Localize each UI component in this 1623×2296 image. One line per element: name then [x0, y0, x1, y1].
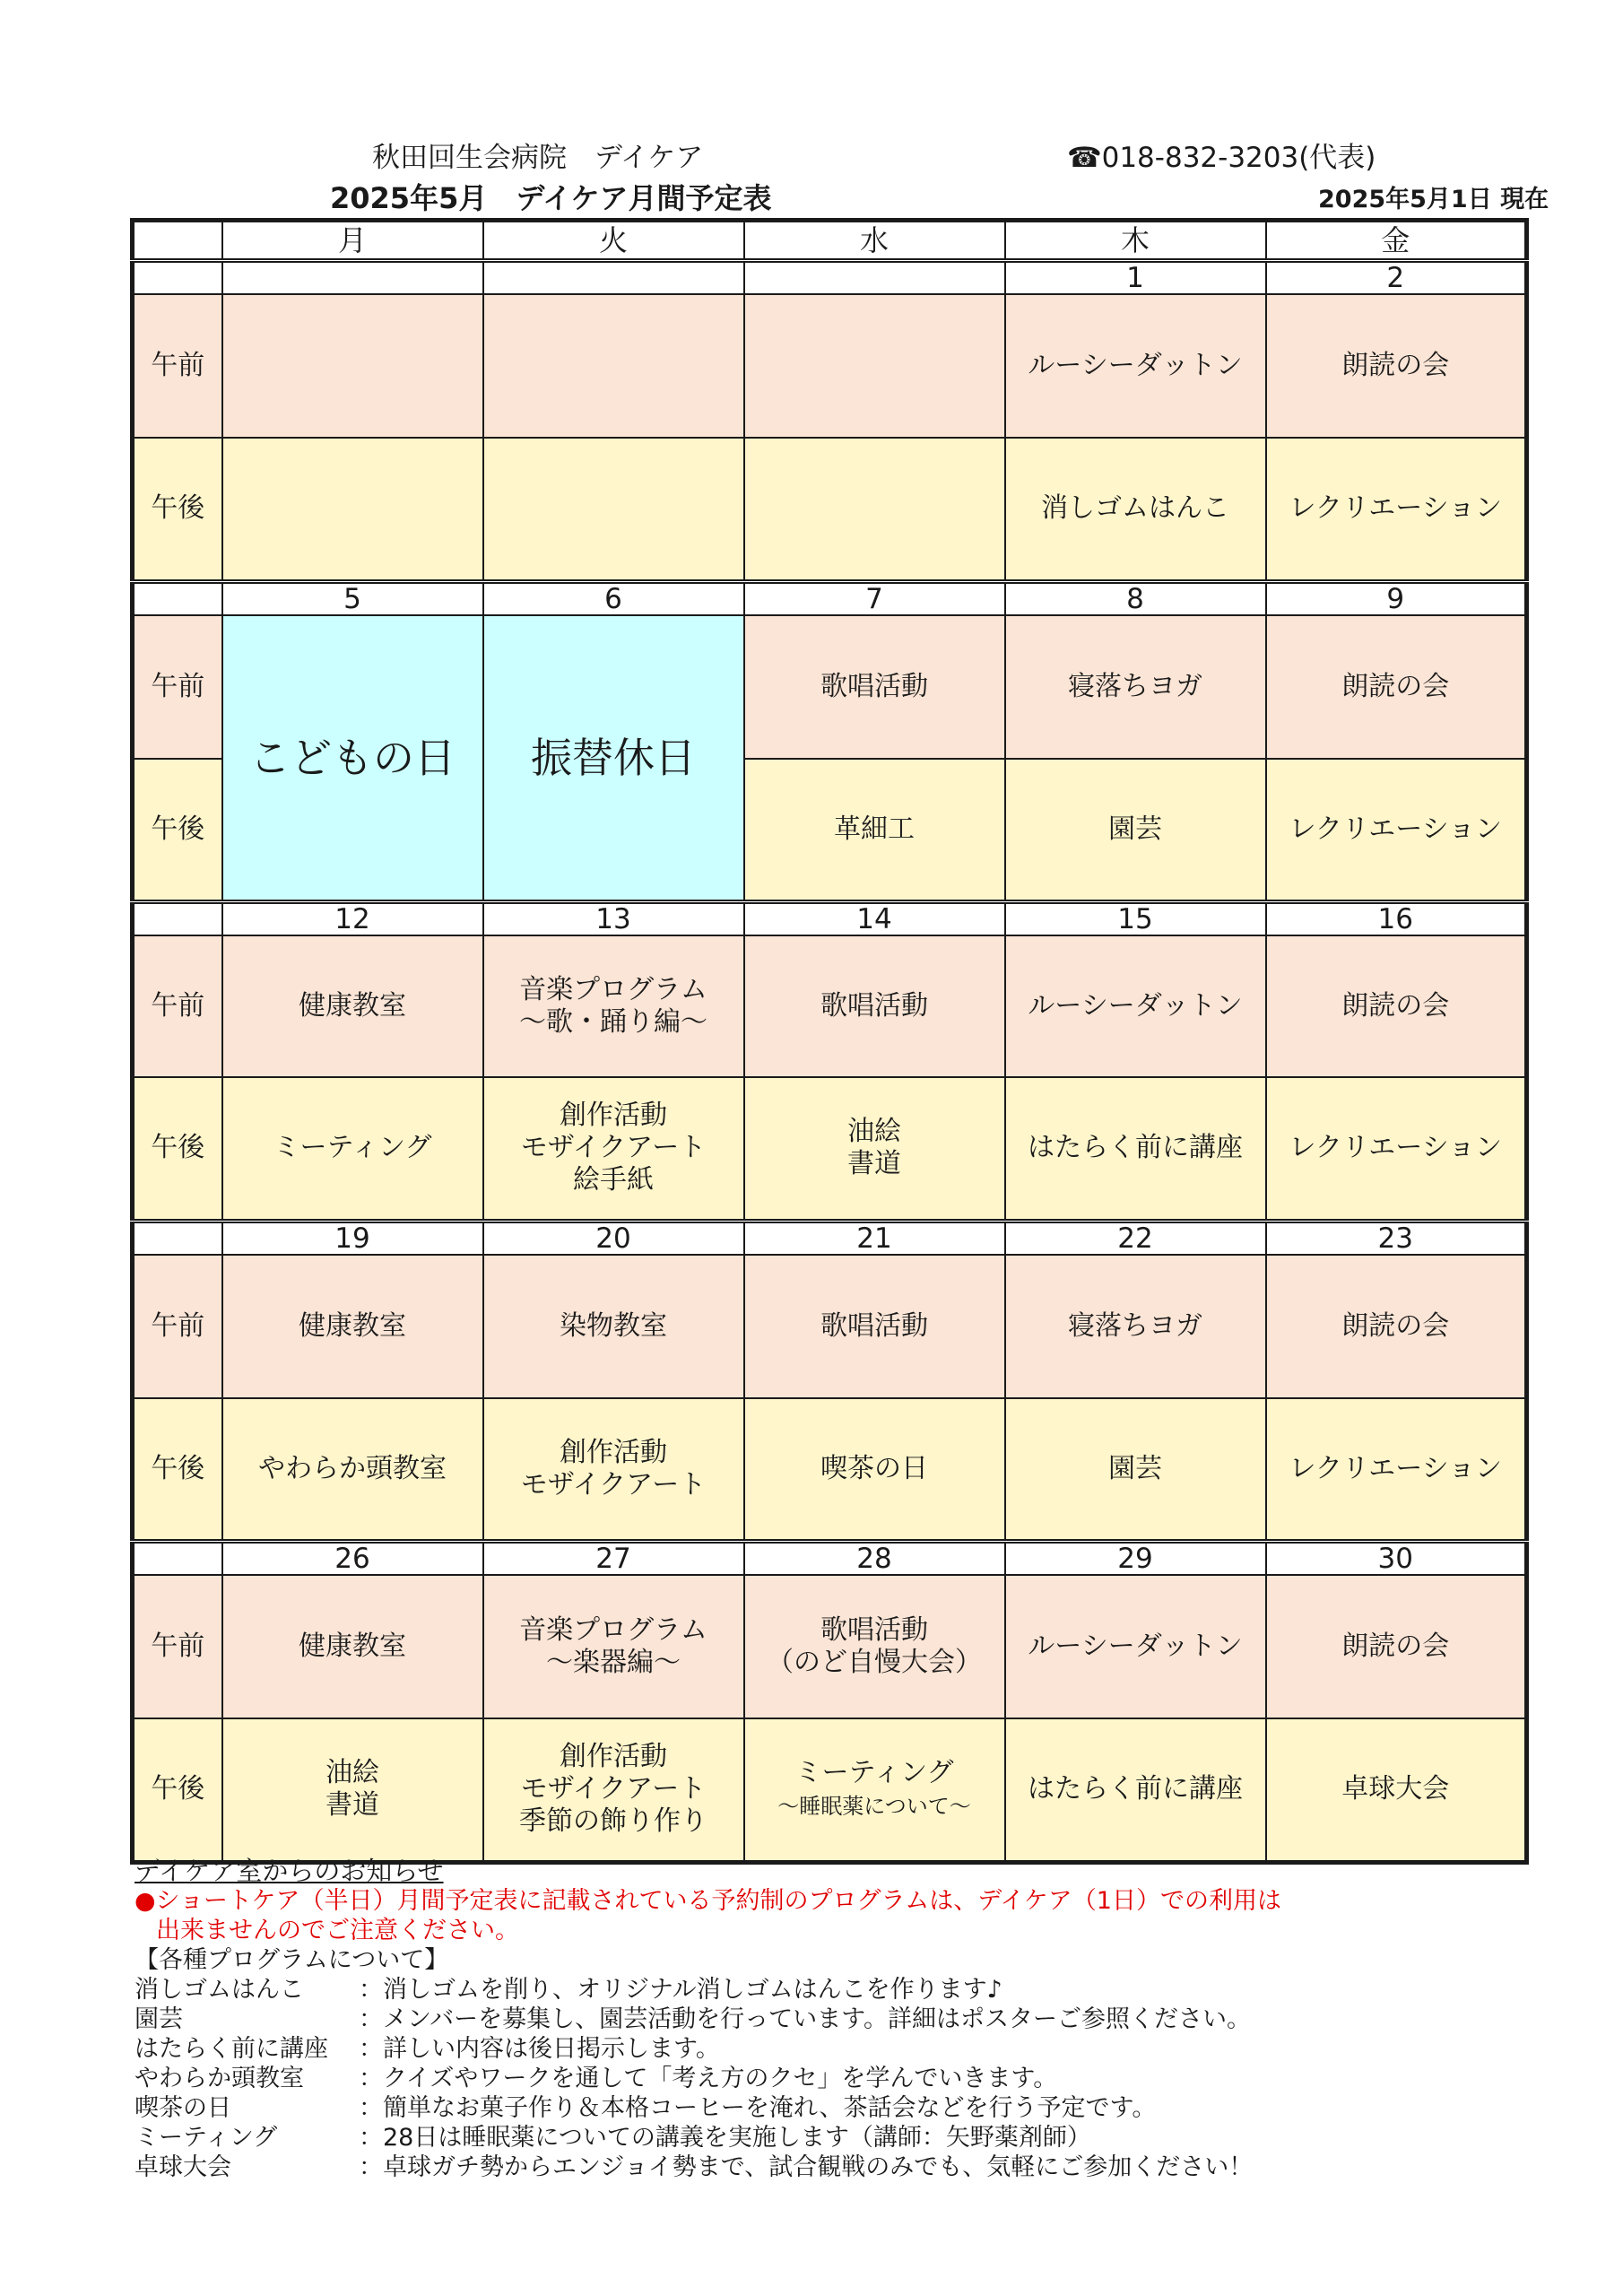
date-cell: 5	[222, 581, 483, 615]
date-cell: 30	[1266, 1542, 1527, 1576]
pm-program-cell: 園芸	[1005, 759, 1266, 902]
program-description: ：クイズやワークを通して「考え方のクセ」を学んでいきます。	[359, 2065, 1058, 2092]
date-cell: 23	[1266, 1221, 1527, 1255]
am-program-cell	[222, 294, 483, 438]
date-row	[133, 1221, 1527, 1255]
am-row	[133, 935, 1527, 1077]
am-program-cell: 健康教室	[222, 1575, 483, 1718]
program-name: やわらか頭教室	[135, 2065, 304, 2092]
date-cell: 22	[1005, 1221, 1266, 1255]
pm-program-cell: ミーティング	[222, 1077, 483, 1221]
pm-program-cell: はたらく前に講座	[1005, 1718, 1266, 1862]
warning-line-1: ●ショートケア（半日）月間予定表に記載されている予約制のプログラムは、デイケア（1日）での利用は	[135, 1887, 1281, 1915]
warning-line-2: 出来ませんのでご注意ください。	[156, 1917, 519, 1944]
pm-program-cell: レクリエーション	[1266, 1077, 1527, 1221]
hospital-name: 秋田回生会病院 デイケア	[372, 142, 704, 174]
program-description: ：簡単なお菓子作り＆本格コーヒーを淹れ、茶話会などを行う予定です。	[359, 2094, 1157, 2122]
program-description: ：消しゴムを削り、オリジナル消しゴムはんこを作ります♪	[359, 1976, 1002, 2004]
pm-program-cell: 喫茶の日	[744, 1398, 1005, 1542]
pm-row	[133, 438, 1527, 581]
schedule-table	[130, 218, 1529, 1865]
program-name: ミーティング	[135, 2124, 278, 2152]
page-title: 2025年5月 デイケア月間予定表	[330, 181, 772, 215]
weekday-header-row	[133, 221, 1527, 261]
date-cell: 2	[1266, 261, 1527, 295]
pm-program-cell: レクリエーション	[1266, 438, 1527, 581]
am-program-cell: ルーシーダットン	[1005, 294, 1266, 438]
am-program-cell	[483, 294, 744, 438]
date-label-cell	[133, 1542, 222, 1576]
am-program-cell	[744, 294, 1005, 438]
am-program-cell: 朗読の会	[1266, 1255, 1527, 1398]
am-program-cell: 寝落ちヨガ	[1005, 615, 1266, 759]
program-name: 園芸	[135, 2005, 183, 2033]
am-program-cell: ルーシーダットン	[1005, 1575, 1266, 1718]
am-row	[133, 294, 1527, 438]
program-name: 消しゴムはんこ	[135, 1976, 304, 2004]
pm-program-cell: やわらか頭教室	[222, 1398, 483, 1542]
program-list	[135, 1975, 1569, 2182]
date-label-cell	[133, 902, 222, 936]
date-cell: 9	[1266, 581, 1527, 615]
am-label: 午前	[133, 294, 222, 438]
pm-program-cell: 創作活動 モザイクアート 絵手紙	[483, 1077, 744, 1221]
program-description: ：28日は睡眠薬についての講義を実施します（講師：矢野薬剤師）	[359, 2124, 1091, 2152]
am-program-cell: 健康教室	[222, 1255, 483, 1398]
date-cell: 26	[222, 1542, 483, 1576]
am-program-cell: 歌唱活動	[744, 615, 1005, 759]
holiday-cell: 振替休日	[483, 615, 744, 902]
weekday-mon: 月	[222, 221, 483, 261]
date-cell: 28	[744, 1542, 1005, 1576]
date-row	[133, 261, 1527, 295]
pm-program-cell	[222, 438, 483, 581]
program-description: ：卓球ガチ勢からエンジョイ勢まで、試合観戦のみでも、気軽にご参加ください！	[359, 2153, 1254, 2181]
date-row	[133, 1542, 1527, 1576]
pm-program-cell: レクリエーション	[1266, 759, 1527, 902]
programs-heading: 【各種プログラムについて】	[135, 1946, 449, 1974]
program-note	[135, 2064, 1569, 2093]
date-cell: 29	[1005, 1542, 1266, 1576]
program-note	[135, 2123, 1569, 2152]
program-name: 喫茶の日	[135, 2094, 231, 2122]
program-note	[135, 1975, 1569, 2005]
date-cell	[744, 261, 1005, 295]
date-cell: 14	[744, 902, 1005, 936]
weekday-thu: 木	[1005, 221, 1266, 261]
program-note	[135, 2152, 1569, 2182]
warning-note	[135, 1886, 1569, 1945]
am-program-cell: 音楽プログラム ～歌・踊り編～	[483, 935, 744, 1077]
weekday-fri: 金	[1266, 221, 1527, 261]
program-note	[135, 2005, 1569, 2034]
pm-program-cell: 卓球大会	[1266, 1718, 1527, 1862]
pm-program-cell: 油絵 書道	[744, 1077, 1005, 1221]
am-program-cell: 朗読の会	[1266, 615, 1527, 759]
date-cell: 6	[483, 581, 744, 615]
am-program-cell: 朗読の会	[1266, 1575, 1527, 1718]
notices-title: デイケア室からのお知らせ	[135, 1856, 444, 1886]
am-row	[133, 1255, 1527, 1398]
date-row	[133, 902, 1527, 936]
pm-program-cell: レクリエーション	[1266, 1398, 1527, 1542]
date-cell	[483, 261, 744, 295]
date-cell: 7	[744, 581, 1005, 615]
phone-number: ☎018-832-3203(代表)	[1067, 142, 1376, 174]
date-cell: 27	[483, 1542, 744, 1576]
program-note	[135, 2093, 1569, 2123]
pm-label: 午後	[133, 1077, 222, 1221]
date-row	[133, 581, 1527, 615]
am-label: 午前	[133, 1575, 222, 1718]
date-cell: 19	[222, 1221, 483, 1255]
pm-label: 午後	[133, 438, 222, 581]
pm-row	[133, 1077, 1527, 1221]
pm-program-cell: 油絵 書道	[222, 1718, 483, 1862]
date-label-cell	[133, 261, 222, 295]
am-program-cell: 朗読の会	[1266, 935, 1527, 1077]
pm-program-cell: はたらく前に講座	[1005, 1077, 1266, 1221]
date-cell: 21	[744, 1221, 1005, 1255]
pm-program-cell: 消しゴムはんこ	[1005, 438, 1266, 581]
am-program-cell: 音楽プログラム ～楽器編～	[483, 1575, 744, 1718]
as-of-date: 2025年5月1日 現在	[1318, 186, 1549, 213]
am-program-cell: 染物教室	[483, 1255, 744, 1398]
notices-section	[135, 1857, 1569, 2182]
program-note	[135, 2034, 1569, 2064]
am-program-cell: 健康教室	[222, 935, 483, 1077]
date-label-cell	[133, 1221, 222, 1255]
weekday-wed: 水	[744, 221, 1005, 261]
pm-program-cell: 革細工	[744, 759, 1005, 902]
pm-program-cell	[483, 438, 744, 581]
pm-row	[133, 1398, 1527, 1542]
date-cell: 12	[222, 902, 483, 936]
pm-program-cell: 創作活動 モザイクアート 季節の飾り作り	[483, 1718, 744, 1862]
am-label: 午前	[133, 1255, 222, 1398]
program-name: はたらく前に講座	[135, 2035, 328, 2063]
date-cell: 1	[1005, 261, 1266, 295]
am-program-cell: 朗読の会	[1266, 294, 1527, 438]
program-name: 卓球大会	[135, 2153, 231, 2181]
date-cell: 16	[1266, 902, 1527, 936]
date-cell: 15	[1005, 902, 1266, 936]
am-row	[133, 615, 1527, 759]
date-cell	[222, 261, 483, 295]
am-label: 午前	[133, 615, 222, 759]
program-description: ：詳しい内容は後日掲示します。	[359, 2035, 720, 2063]
am-program-cell: 歌唱活動	[744, 935, 1005, 1077]
date-cell: 8	[1005, 581, 1266, 615]
pm-label: 午後	[133, 1718, 222, 1862]
corner-cell	[133, 221, 222, 261]
date-label-cell	[133, 581, 222, 615]
am-program-cell: 歌唱活動 （のど自慢大会）	[744, 1575, 1005, 1718]
program-description: ：メンバーを募集し、園芸活動を行っています。詳細はポスターご参照ください。	[359, 2005, 1251, 2033]
pm-row	[133, 1718, 1527, 1862]
am-program-cell: 歌唱活動	[744, 1255, 1005, 1398]
pm-label: 午後	[133, 1398, 222, 1542]
pm-program-cell: 園芸	[1005, 1398, 1266, 1542]
holiday-cell: こどもの日	[222, 615, 483, 902]
am-label: 午前	[133, 935, 222, 1077]
am-row	[133, 1575, 1527, 1718]
pm-program-cell	[744, 438, 1005, 581]
date-cell: 13	[483, 902, 744, 936]
am-program-cell: 寝落ちヨガ	[1005, 1255, 1266, 1398]
weekday-tue: 火	[483, 221, 744, 261]
am-program-cell: ルーシーダットン	[1005, 935, 1266, 1077]
pm-label: 午後	[133, 759, 222, 902]
pm-program-cell: ミーティング ～睡眠薬について～	[744, 1718, 1005, 1862]
pm-program-cell: 創作活動 モザイクアート	[483, 1398, 744, 1542]
date-cell: 20	[483, 1221, 744, 1255]
